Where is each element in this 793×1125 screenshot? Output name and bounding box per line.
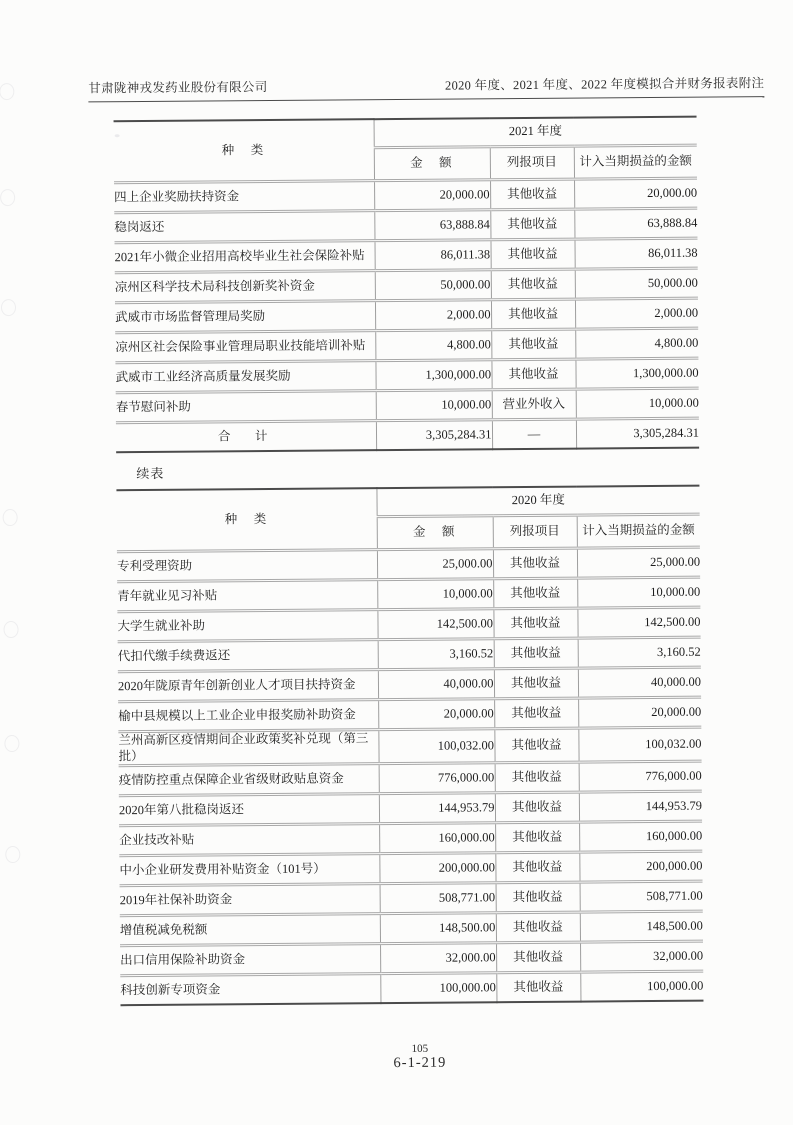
continued-table-label: 续表 (136, 465, 165, 482)
category-cell: 增值税减免税额 (120, 914, 380, 946)
pl-cell: 3,160.52 (578, 637, 701, 668)
item-cell: 其他收益 (496, 882, 580, 913)
item-cell: 其他收益 (494, 668, 578, 699)
amount-cell: 3,160.52 (378, 639, 494, 670)
pl-cell: 100,032.00 (578, 727, 701, 762)
amount-cell: 86,011.38 (374, 240, 490, 271)
table-header-row (114, 117, 697, 150)
item-cell: 其他收益 (496, 972, 580, 1002)
pl-cell: 10,000.00 (576, 388, 699, 419)
pl-cell: 40,000.00 (578, 667, 701, 698)
amount-cell: 148,500.00 (380, 913, 496, 944)
pl-cell: 32,000.00 (580, 941, 703, 972)
table-row (115, 268, 698, 303)
header-item: 列报项目 (493, 515, 577, 549)
category-cell: 凉州区社会保险事业管理局职业技能培训补贴 (115, 331, 375, 363)
subsidy-table-2020 (116, 485, 703, 1007)
page-number: 105 (411, 1042, 429, 1055)
item-cell: 其他收益 (491, 359, 575, 390)
amount-cell: 20,000.00 (374, 180, 490, 211)
header-period: 2020 年度 (376, 486, 699, 517)
item-cell: 其他收益 (493, 578, 577, 609)
item-cell: 其他收益 (490, 179, 574, 210)
item-cell: 其他收益 (496, 942, 580, 973)
pl-cell: 63,888.84 (574, 208, 697, 239)
item-cell: 其他收益 (495, 822, 579, 853)
item-cell: 营业外收入 (492, 389, 576, 420)
amount-cell: 776,000.00 (379, 763, 495, 794)
table-row (117, 577, 700, 612)
category-cell: 凉州区科学技术局科技创新奖补资金 (115, 271, 375, 303)
category-cell: 兰州高新区疫情期间企业政策奖补兑现（第三批） (118, 730, 378, 766)
table-row (117, 547, 700, 582)
category-cell: 2020年陇原青年创新创业人才项目扶持资金 (118, 670, 378, 702)
binder-hole-artifact (0, 83, 14, 100)
table-row (117, 607, 700, 642)
pl-cell: 86,011.38 (574, 238, 697, 269)
item-cell: 其他收益 (491, 269, 575, 300)
pl-cell: 148,500.00 (580, 911, 703, 942)
category-cell: 中小企业研发费用补贴资金（101号） (119, 854, 379, 886)
amount-cell: 142,500.00 (377, 609, 493, 640)
item-cell: 其他收益 (491, 299, 575, 330)
amount-cell: 25,000.00 (377, 549, 493, 580)
category-cell: 科技创新专项资金 (120, 974, 380, 1006)
amount-cell: 508,771.00 (380, 883, 496, 914)
amount-cell: 100,000.00 (380, 973, 496, 1003)
table-row (118, 727, 701, 766)
category-cell: 企业技改补贴 (119, 824, 379, 856)
table-row (120, 941, 703, 976)
pl-cell: 776,000.00 (579, 761, 702, 792)
item-cell: 其他收益 (494, 698, 578, 729)
category-cell: 青年就业见习补贴 (117, 580, 377, 612)
total-row (116, 418, 699, 452)
pl-cell: 1,300,000.00 (575, 358, 698, 389)
item-cell: 其他收益 (496, 912, 580, 943)
amount-cell: 160,000.00 (379, 823, 495, 854)
header-pl: 计入当期损益的金额 (574, 145, 697, 179)
table-row (114, 208, 697, 243)
category-cell: 专利受理资助 (117, 550, 377, 582)
category-cell: 2021年小微企业招用高校毕业生社会保险补贴 (114, 241, 374, 273)
item-cell: 其他收益 (494, 728, 578, 763)
pl-cell: 160,000.00 (579, 821, 702, 852)
table-row (115, 298, 698, 333)
amount-cell: 1,300,000.00 (375, 360, 491, 391)
amount-cell: 2,000.00 (375, 300, 491, 331)
category-cell: 榆中县规模以上工业企业申报奖励补助资金 (118, 700, 378, 732)
amount-cell: 200,000.00 (379, 853, 495, 884)
table-row (114, 178, 697, 213)
page-footer (340, 1042, 500, 1072)
binder-hole-artifact (3, 621, 18, 638)
header-amount: 金 额 (374, 147, 490, 181)
category-cell: 四上企业奖励扶持资金 (114, 181, 374, 213)
category-cell: 出口信用保险补助资金 (120, 944, 380, 976)
table-row (116, 388, 699, 423)
total-amount-cell: 3,305,284.31 (376, 420, 492, 450)
category-cell: 春节慰问补助 (116, 391, 376, 423)
table-row (118, 637, 701, 672)
item-cell: 其他收益 (490, 209, 574, 240)
binder-hole-artifact (4, 735, 19, 752)
binder-hole-artifact (5, 846, 20, 863)
table-header-row (116, 486, 699, 519)
table-row (119, 851, 702, 886)
pl-cell: 25,000.00 (577, 547, 700, 578)
table-row (119, 761, 702, 796)
pl-cell: 100,000.00 (580, 971, 703, 1001)
header-item: 列报项目 (490, 146, 574, 180)
category-cell: 2019年社保补助资金 (120, 884, 380, 916)
amount-cell: 32,000.00 (380, 943, 496, 974)
table-row (114, 238, 697, 273)
category-cell: 稳岗返还 (114, 211, 374, 243)
table-row (120, 971, 703, 1005)
amount-cell: 20,000.00 (378, 699, 494, 730)
company-name: 甘肃陇神戎发药业股份有限公司 (88, 80, 268, 96)
item-cell: 其他收益 (495, 792, 579, 823)
table-row (118, 667, 701, 702)
total-item-cell: — (492, 419, 576, 449)
header-pl: 计入当期损益的金额 (577, 514, 700, 548)
table-row (120, 881, 703, 916)
item-cell: 其他收益 (491, 329, 575, 360)
amount-cell: 63,888.84 (374, 210, 490, 241)
pl-cell: 50,000.00 (575, 268, 698, 299)
item-cell: 其他收益 (495, 852, 579, 883)
item-cell: 其他收益 (490, 239, 574, 270)
table-row (118, 697, 701, 732)
table-row (119, 821, 702, 856)
pl-cell: 2,000.00 (575, 298, 698, 329)
category-cell: 2020年第八批稳岗返还 (119, 794, 379, 826)
category-cell: 武威市市场监督管理局奖励 (115, 301, 375, 333)
pl-cell: 142,500.00 (577, 607, 700, 638)
pl-cell: 20,000.00 (574, 178, 697, 209)
item-cell: 其他收益 (494, 638, 578, 669)
page-header (88, 73, 764, 102)
table-row (115, 328, 698, 363)
table-row (115, 358, 698, 393)
header-amount: 金 额 (377, 516, 493, 550)
amount-cell: 10,000.00 (377, 579, 493, 610)
category-cell: 代扣代缴手续费返还 (118, 640, 378, 672)
binder-hole-artifact (1, 299, 16, 316)
item-cell: 其他收益 (495, 762, 579, 793)
header-category: 种 类 (221, 142, 266, 158)
total-label-cell: 合 计 (116, 421, 376, 453)
pl-cell: 144,953.79 (579, 791, 702, 822)
category-cell: 疫情防控重点保障企业省级财政贴息资金 (119, 764, 379, 796)
report-title: 2020 年度、2021 年度、2022 年度模拟合并财务报表附注 (444, 76, 765, 93)
category-cell: 武威市工业经济高质量发展奖励 (115, 361, 375, 393)
table-row (119, 791, 702, 826)
item-cell: 其他收益 (493, 548, 577, 579)
binder-hole-artifact (3, 509, 18, 526)
total-pl-cell: 3,305,284.31 (576, 418, 699, 448)
binder-hole-artifact (0, 189, 15, 206)
amount-cell: 144,953.79 (379, 793, 495, 824)
amount-cell: 100,032.00 (378, 729, 494, 764)
pl-cell: 4,800.00 (575, 328, 698, 359)
pl-cell: 20,000.00 (578, 697, 701, 728)
item-cell: 其他收益 (493, 608, 577, 639)
amount-cell: 40,000.00 (378, 669, 494, 700)
pl-cell: 508,771.00 (580, 881, 703, 912)
category-cell: 大学生就业补助 (117, 610, 377, 642)
pl-cell: 200,000.00 (579, 851, 702, 882)
header-category: 种 类 (224, 511, 269, 527)
subsidy-table-2021 (114, 116, 700, 454)
pl-cell: 10,000.00 (577, 577, 700, 608)
document-number: 6-1-219 (393, 1054, 447, 1072)
table-row (120, 911, 703, 946)
amount-cell: 50,000.00 (375, 270, 491, 301)
header-period: 2021 年度 (374, 117, 697, 148)
amount-cell: 10,000.00 (376, 390, 492, 421)
amount-cell: 4,800.00 (375, 330, 491, 361)
